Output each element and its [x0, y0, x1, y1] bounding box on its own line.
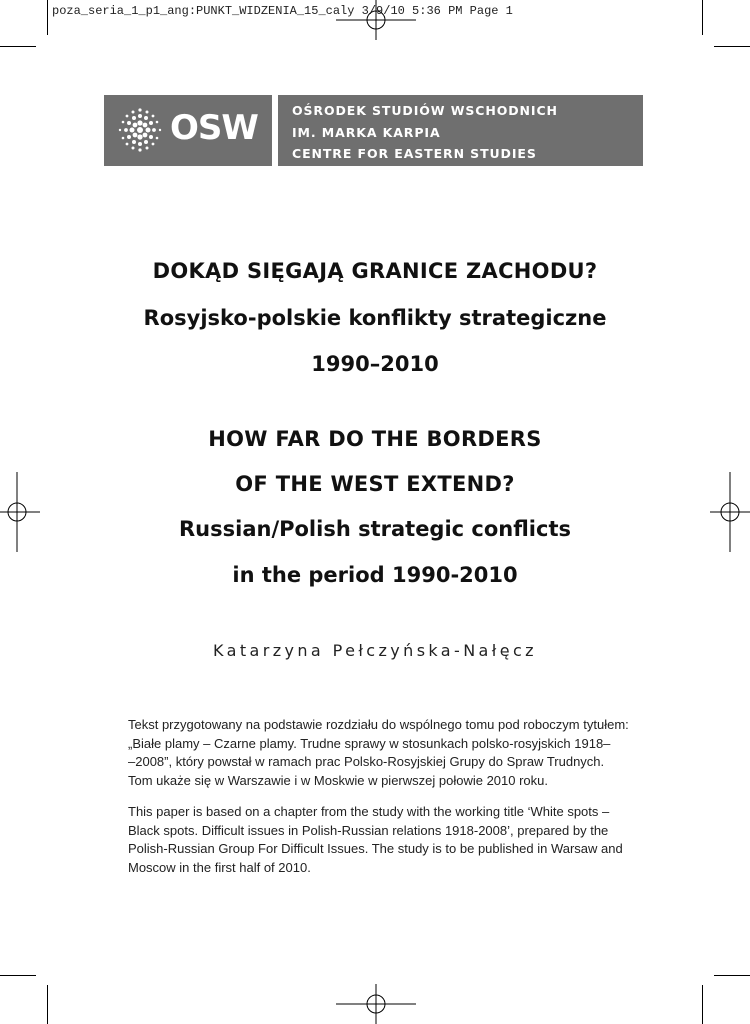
osw-logo: [104, 95, 272, 166]
note-english: [128, 803, 627, 877]
title-pl-line-1: DOKĄD SIĘGAJĄ GRANICE ZACHODU?: [152, 259, 598, 283]
note-en-line: Moscow in the first half of 2010.: [128, 859, 311, 875]
note-en-line: Polish-Russian Group For Difficult Issues. The study is to be published in Warsaw and: [128, 841, 623, 856]
institute-name-pl: OŚRODEK STUDIÓW WSCHODNICH: [292, 103, 558, 118]
institute-name-box: [278, 95, 643, 166]
crop-mark: [47, 985, 48, 1024]
title-en-line-3: Russian/Polish strategic conflicts: [179, 517, 571, 541]
note-pl-line: Tom ukaże się w Warszawie i w Moskwie w pierwszej połowie 2010 roku.: [128, 772, 548, 788]
author-name: Katarzyna Pełczyńska-Nałęcz: [213, 641, 537, 660]
note-polish: [128, 716, 627, 790]
institute-patron: IM. MARKA KARPIA: [292, 124, 441, 140]
crop-mark: [714, 46, 750, 47]
crop-mark: [714, 975, 750, 976]
note-pl-line: „Białe plamy – Czarne plamy. Trudne sprawy w stosunkach polsko-rosyjskich 1918–: [128, 735, 611, 751]
crop-mark: [702, 985, 703, 1024]
title-pl-line-3: 1990–2010: [311, 352, 439, 376]
institute-name-en: CENTRE FOR EASTERN STUDIES: [292, 146, 537, 161]
note-en-line: This paper is based on a chapter from the study with the working title ‘White spots –: [128, 804, 610, 819]
title-en-line-1: HOW FAR DO THE BORDERS: [208, 427, 542, 451]
crop-mark: [0, 46, 36, 47]
publisher-header: [104, 95, 643, 166]
note-pl-line: Tekst przygotowany na podstawie rozdziału do wspólnego tomu pod roboczym tytułem:: [128, 717, 629, 732]
print-slug: poza_seria_1_p1_ang:PUNKT_WIDZENIA_15_caly 3/9/10 5:36 PM Page 1: [52, 4, 513, 18]
note-en-line: Black spots. Difficult issues in Polish-Russian relations 1918-2008’, prepared by the: [128, 822, 609, 838]
crop-mark: [702, 0, 703, 35]
registration-mark-top: [336, 0, 416, 40]
title-pl-line-2: Rosyjsko-polskie konflikty strategiczne: [143, 306, 607, 330]
logo-text: OSW: [170, 108, 258, 148]
registration-mark-bottom: [336, 984, 416, 1024]
globe-dots-icon: [116, 106, 164, 154]
crop-mark: [47, 0, 48, 35]
note-pl-line: –2008”, który powstał w ramach prac Polsko-Rosyjskiej Grupy do Spraw Trudnych.: [128, 754, 605, 769]
title-en-line-2: OF THE WEST EXTEND?: [235, 472, 515, 496]
title-en-line-4: in the period 1990-2010: [232, 563, 518, 587]
crop-mark: [0, 975, 36, 976]
